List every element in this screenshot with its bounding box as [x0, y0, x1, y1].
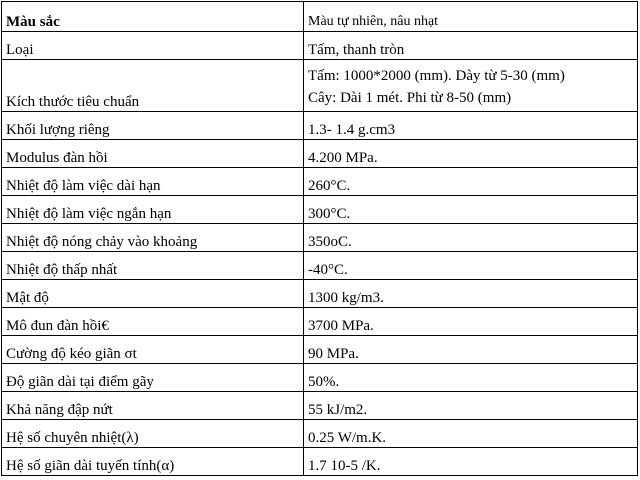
spec-label: Nhiệt độ thấp nhất	[2, 252, 304, 280]
table-row	[2, 2, 638, 32]
table-row	[2, 112, 638, 140]
spec-value: 300°C.	[304, 196, 638, 224]
spec-value: -40°C.	[304, 252, 638, 280]
spec-value: Màu tự nhiên, nâu nhạt	[304, 2, 638, 32]
spec-value: 3700 MPa.	[304, 308, 638, 336]
table-row	[2, 60, 638, 112]
spec-value: 1.3- 1.4 g.cm3	[304, 112, 638, 140]
table-row	[2, 364, 638, 392]
spec-label: Mật độ	[2, 280, 304, 308]
spec-label: Mô đun đàn hồi€	[2, 308, 304, 336]
spec-label: Màu sắc	[2, 2, 304, 32]
spec-label: Cường độ kéo giãn σt	[2, 336, 304, 364]
spec-label: Modulus đàn hồi	[2, 140, 304, 168]
table-row	[2, 448, 638, 476]
spec-value: Tấm, thanh tròn	[304, 32, 638, 60]
table-row	[2, 252, 638, 280]
spec-label: Kích thước tiêu chuẩn	[2, 60, 304, 112]
table-row	[2, 32, 638, 60]
spec-label: Loại	[2, 32, 304, 60]
spec-value: 50%.	[304, 364, 638, 392]
spec-label: Nhiệt độ nóng chảy vào khoảng	[2, 224, 304, 252]
spec-label: Khối lượng riêng	[2, 112, 304, 140]
spec-value: 260°C.	[304, 168, 638, 196]
table-row	[2, 392, 638, 420]
material-spec-table	[1, 1, 638, 476]
spec-label: Hệ số chuyên nhiệt(λ)	[2, 420, 304, 448]
spec-label: Khả năng đập nứt	[2, 392, 304, 420]
spec-value: 55 kJ/m2.	[304, 392, 638, 420]
spec-value: 4.200 MPa.	[304, 140, 638, 168]
spec-label: Hệ số giãn dài tuyến tính(α)	[2, 448, 304, 476]
spec-value	[304, 60, 638, 112]
spec-value: 1.7 10-5 /K.	[304, 448, 638, 476]
table-row	[2, 196, 638, 224]
table-row	[2, 140, 638, 168]
spec-value: 0.25 W/m.K.	[304, 420, 638, 448]
table-row	[2, 280, 638, 308]
table-row	[2, 168, 638, 196]
spec-value-line: Cây: Dài 1 mét. Phi từ 8-50 (mm)	[308, 90, 512, 106]
table-row	[2, 224, 638, 252]
spec-value-line: Tấm: 1000*2000 (mm). Dày từ 5-30 (mm)	[308, 68, 565, 84]
spec-value: 90 MPa.	[304, 336, 638, 364]
spec-label: Nhiệt độ làm việc dài hạn	[2, 168, 304, 196]
table-row	[2, 336, 638, 364]
table-row	[2, 420, 638, 448]
spec-value: 1300 kg/m3.	[304, 280, 638, 308]
spec-value: 350oC.	[304, 224, 638, 252]
table-row	[2, 308, 638, 336]
spec-label: Nhiệt độ làm việc ngắn hạn	[2, 196, 304, 224]
spec-label: Độ giãn dài tại điểm gãy	[2, 364, 304, 392]
